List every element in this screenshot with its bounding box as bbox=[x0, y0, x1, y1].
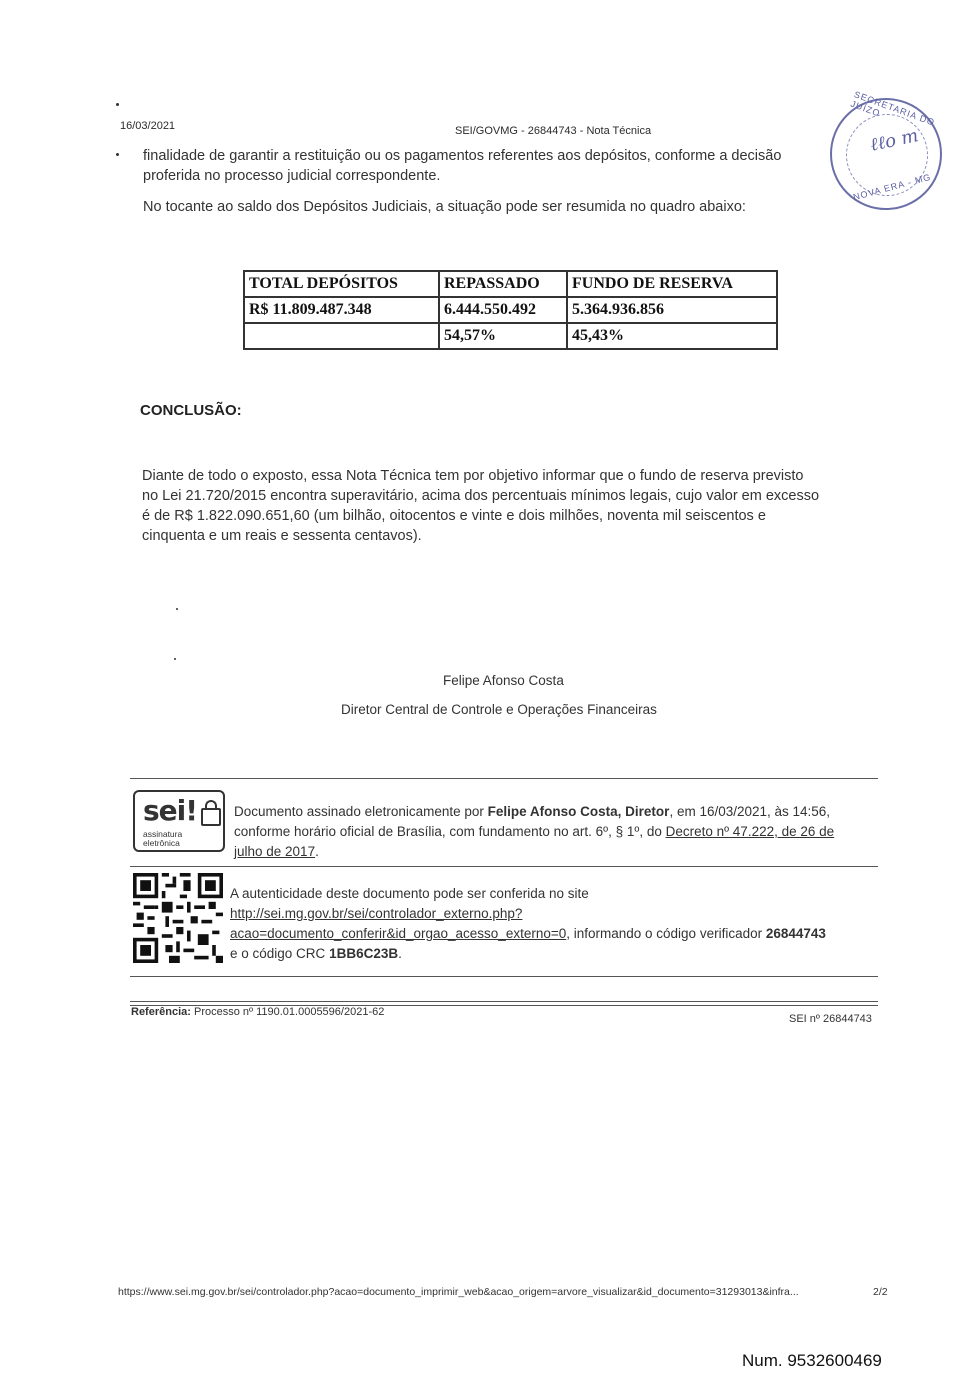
verification-code: 26844743 bbox=[765, 926, 826, 941]
scan-mark bbox=[176, 608, 178, 610]
paragraph-intro-table: No tocante ao saldo dos Depósitos Judiciais, a situação pode ser resumida no quadro abaixo: bbox=[143, 199, 746, 215]
table-header-cell: TOTAL DEPÓSITOS bbox=[244, 271, 439, 297]
divider bbox=[130, 778, 878, 779]
qr-code bbox=[133, 873, 223, 963]
divider bbox=[130, 976, 878, 977]
sei-logo-sub: eletrônica bbox=[143, 838, 180, 848]
conclusion-line: Diante de todo o exposto, essa Nota Técnica tem por objetivo informar que o fundo de reserva previsto bbox=[142, 468, 804, 484]
sei-signature-logo bbox=[133, 790, 225, 852]
table-cell: R$ 11.809.487.348 bbox=[244, 297, 439, 323]
sei-logo-sub: assinatura bbox=[143, 829, 183, 839]
table-cell bbox=[244, 323, 439, 349]
stamp-bottom-text: NOVA ERA - MG bbox=[852, 171, 933, 203]
decree-link[interactable]: Decreto nº 47.222, de 26 de bbox=[665, 824, 835, 839]
decree-link[interactable]: julho de 2017 bbox=[234, 844, 316, 859]
signatory-title: Diretor Central de Controle e Operações Financeiras bbox=[341, 702, 657, 717]
table-header-cell: FUNDO DE RESERVA bbox=[567, 271, 777, 297]
conclusion-line: cinquenta e um reais e sessenta centavos). bbox=[142, 528, 422, 544]
footer-url: https://www.sei.mg.gov.br/sei/controlador.php?acao=documento_imprimir_web&acao_origem=arvore_visualizar&id_documento=31293013&infra... bbox=[118, 1286, 799, 1298]
sei-logo-word: sei! bbox=[143, 794, 198, 827]
stamp-signature: ℓℓo m bbox=[868, 125, 921, 156]
official-stamp bbox=[830, 89, 942, 210]
auth-text: A autenticidade deste documento pode ser conferida no site http://sei.mg.gov.br/sei/controlador_externo.php? acao=documento_conferir&id_orgao_acesso_externo=0, informando o código verificador 26844743 e o código CRC 1BB6C23B. bbox=[230, 884, 880, 964]
header-doc-ref: SEI/GOVMG - 26844743 - Nota Técnica bbox=[455, 125, 652, 137]
table-row bbox=[244, 323, 777, 349]
table-header-cell: REPASSADO bbox=[439, 271, 567, 297]
document-number: Num. 9532600469 bbox=[742, 1351, 882, 1370]
conclusion-heading: CONCLUSÃO: bbox=[140, 402, 242, 419]
crc-code: 1BB6C23B bbox=[329, 946, 399, 961]
scan-mark bbox=[116, 153, 119, 156]
verification-link[interactable]: acao=documento_conferir&id_orgao_acesso_externo=0 bbox=[230, 926, 567, 941]
signature-text: Documento assinado eletronicamente por Felipe Afonso Costa, Diretor, em 16/03/2021, às 14:56, conforme horário oficial de Brasília, com fundamento no art. 6º, § 1º, do Decreto nº 47.222, de 26 de julho de 2017. bbox=[234, 804, 835, 859]
scan-mark bbox=[116, 103, 119, 106]
table-cell: 54,57% bbox=[439, 323, 567, 349]
conclusion-line: no Lei 21.720/2015 encontra superavitário, acima dos percentuais mínimos legais, cujo valor em excesso bbox=[142, 488, 820, 504]
table-header-row bbox=[244, 271, 777, 297]
table-cell: 5.364.936.856 bbox=[567, 297, 777, 323]
header-date: 16/03/2021 bbox=[120, 120, 176, 132]
reference: Referência: Processo nº 1190.01.0005596/2021-62 bbox=[131, 1006, 385, 1018]
conclusion-line: é de R$ 1.822.090.651,60 (um bilhão, oitocentos e vinte e dois milhões, noventa mil seiscentos e bbox=[142, 508, 766, 524]
paragraph-line: proferida no processo judicial correspondente. bbox=[143, 168, 441, 184]
paragraph-line: finalidade de garantir a restituição ou os pagamentos referentes aos depósitos, conforme a decisão bbox=[143, 148, 782, 164]
footer-page: 2/2 bbox=[873, 1286, 888, 1298]
stamp-top-text: SECRETARIA DO JUÍZO bbox=[849, 89, 937, 128]
lock-icon bbox=[201, 808, 221, 826]
scan-mark bbox=[174, 658, 176, 660]
sei-number: SEI nº 26844743 bbox=[789, 1013, 872, 1025]
table-cell: 6.444.550.492 bbox=[439, 297, 567, 323]
verification-link[interactable]: http://sei.mg.gov.br/sei/controlador_externo.php? bbox=[230, 906, 523, 921]
table-row bbox=[244, 297, 777, 323]
signatory-name: Felipe Afonso Costa bbox=[443, 673, 564, 688]
table-cell: 45,43% bbox=[567, 323, 777, 349]
divider bbox=[130, 866, 878, 867]
deposits-table bbox=[243, 270, 778, 350]
